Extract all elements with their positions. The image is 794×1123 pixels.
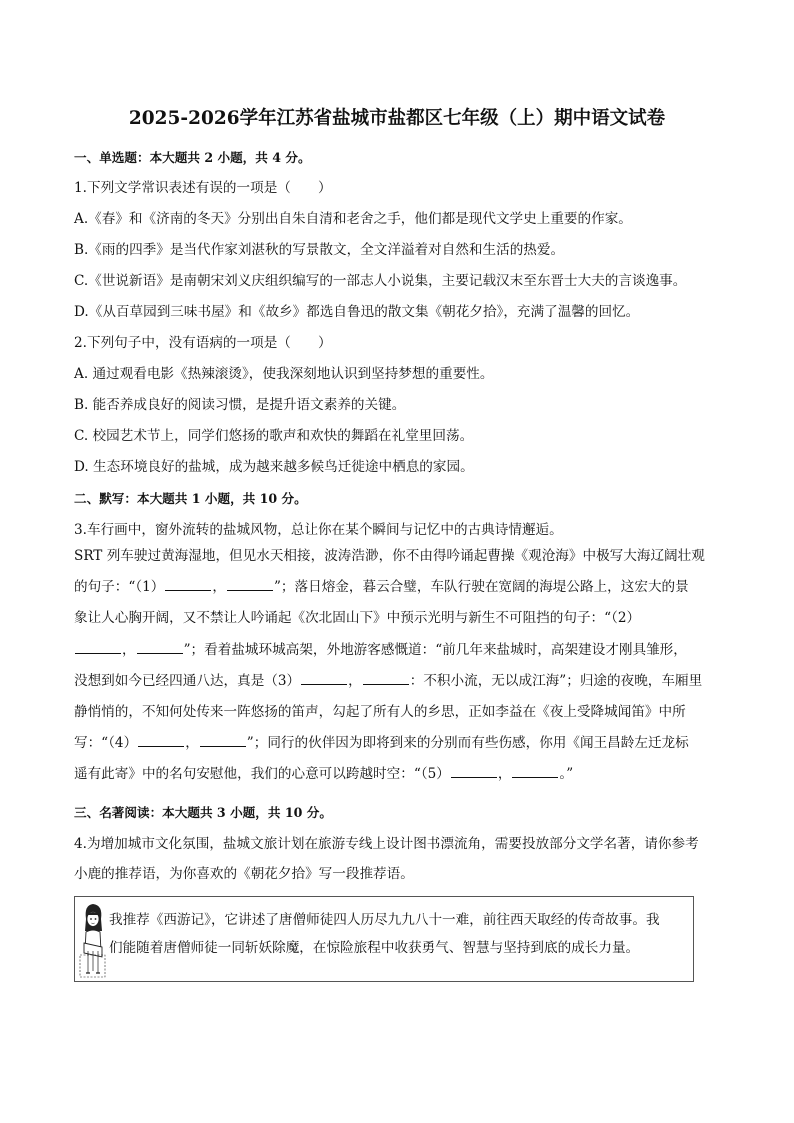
q3-text: ：不积小流，无以成江海”；归途的夜晚，车厢里 (409, 672, 703, 689)
q3-text: 。” (559, 766, 574, 783)
blank-5a[interactable] (451, 765, 497, 778)
q3-stem: 3.车行画中，窗外流转的盐城风物，总让你在某个瞬间与记忆中的古典诗情邂逅。 (74, 522, 563, 538)
q1-option-c: C.《世说新语》是南朝宋刘义庆组织编写的一部志人小说集，主要记载汉末至东晋士大夫的言谈逸事。 (74, 273, 687, 289)
q2-option-d: D. 生态环境良好的盐城，成为越来越多候鸟迁徙途中栖息的家园。 (74, 459, 474, 475)
q2-option-b: B. 能否养成良好的阅读习惯，是提升语文素养的关键。 (74, 397, 406, 413)
q1-option-d: D.《从百草园到三味书屋》和《故乡》都选自鲁迅的散文集《朝花夕拾》，充满了温馨的回忆。 (74, 304, 640, 320)
q4-stem-line-2: 小鹿的推荐语，为你喜欢的《朝花夕拾》写一段推荐语。 (74, 866, 414, 882)
recommendation-line-1: 我推荐《西游记》，它讲述了唐僧师徒四人历尽九九八十一难，前往西天取经的传奇故事。我 (109, 912, 660, 928)
q3-passage (74, 541, 724, 791)
q2-option-a: A. 通过观看电影《热辣滚烫》，使我深刻地认识到坚持梦想的重要性。 (74, 366, 494, 382)
q3-line-5 (74, 666, 724, 697)
q3-line-8 (74, 759, 724, 790)
q3-text: ， (348, 672, 362, 689)
q3-text: ， (497, 766, 512, 783)
blank-4a[interactable] (138, 734, 184, 747)
blank-2a[interactable] (75, 641, 121, 654)
q2-option-c: C. 校园艺术节上，同学们悠扬的歌声和欢快的舞蹈在礼堂里回荡。 (74, 428, 474, 444)
blank-4b[interactable] (200, 734, 246, 747)
blank-1a[interactable] (165, 578, 211, 591)
section-heading-1: 一、单选题：本大题共 2 小题，共 4 分。 (74, 150, 311, 165)
q3-text: 没想到如今已经四通八达，真是（3） (74, 672, 301, 689)
blank-5b[interactable] (512, 765, 558, 778)
q3-line-2 (74, 572, 724, 603)
section-heading-3: 三、名著阅读：本大题共 3 小题，共 10 分。 (74, 805, 332, 820)
page-title: 2025-2026学年江苏省盐城市盐都区七年级（上）期中语文试卷 (128, 108, 666, 129)
q3-text: 写：“（4） (74, 735, 138, 752)
section-heading-2: 二、默写：本大题共 1 小题，共 10 分。 (74, 491, 307, 506)
q3-line-7 (74, 728, 724, 759)
girl-reading-icon (77, 899, 109, 979)
blank-2b[interactable] (137, 641, 183, 654)
q3-text: ， (185, 735, 199, 752)
recommendation-line-2: 们能随着唐僧师徒一同斩妖除魔，在惊险旅程中收获勇气、智慧与坚持到底的成长力量。 (109, 940, 640, 956)
recommendation-box (74, 896, 694, 982)
q3-line-6: 静悄悄的，不知何处传来一阵悠扬的笛声，勾起了所有人的乡思，正如李益在《夜上受降城闻笛》中所 (74, 704, 686, 721)
q2-stem: 2.下列句子中，没有语病的一项是（ ） (74, 335, 332, 351)
blank-1b[interactable] (227, 578, 273, 591)
q1-stem: 1.下列文学常识表述有误的一项是（ ） (74, 180, 332, 196)
blank-3b[interactable] (363, 672, 409, 685)
q4-stem-line-1: 4.为增加城市文化氛围，盐城文旅计划在旅游专线上设计图书漂流角，需要投放部分文学名著，请你参考 (74, 836, 699, 852)
q3-text: 遥有此寄》中的名句安慰他，我们的心意可以跨越时空：“（5） (74, 766, 450, 783)
q3-text: ”；同行的伙伴因为即将到来的分别而有些伤感，你用《闻王昌龄左迁龙标 (246, 735, 689, 752)
q3-line-1: SRT 列车驶过黄海湿地，但见水天相接，波涛浩渺，你不由得吟诵起曹操《观沧海》中极写大海辽阔壮观 (74, 548, 705, 564)
recommendation-text (109, 906, 691, 962)
q3-text: ， (122, 641, 136, 658)
q3-line-4 (74, 635, 724, 666)
q3-text: 的句子：“（1） (74, 579, 165, 596)
q1-option-b: B.《雨的四季》是当代作家刘湛秋的写景散文，全文洋溢着对自然和生活的热爱。 (74, 242, 565, 258)
q3-text: ”；看着盐城环城高架，外地游客感慨道：“前几年来盐城时，高架建设才刚具雏形， (183, 641, 687, 658)
q3-text: ”；落日熔金，暮云合璧，车队行驶在宽阔的海堤公路上，这宏大的景 (273, 579, 689, 596)
q3-text: ， (212, 579, 226, 596)
blank-3a[interactable] (301, 672, 347, 685)
q3-line-3: 象让人心胸开阔，又不禁让人吟诵起《次北固山下》中预示光明与新生不可阻挡的句子：“（2） (74, 610, 641, 627)
q1-option-a: A.《春》和《济南的冬天》分别出自朱自清和老舍之手，他们都是现代文学史上重要的作家。 (74, 211, 632, 227)
